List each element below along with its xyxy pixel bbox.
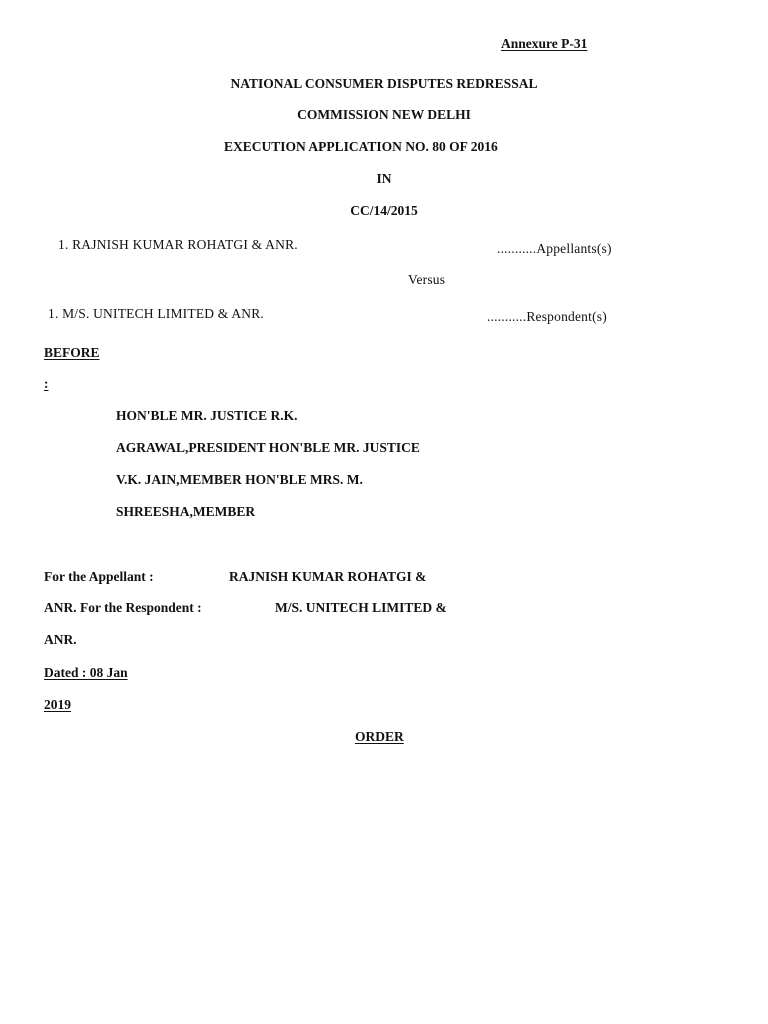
- dated-line-2: 2019: [44, 697, 71, 712]
- before-label: BEFORE: [44, 345, 100, 360]
- annexure-label: Annexure P-31: [501, 36, 588, 51]
- heading-line-1: NATIONAL CONSUMER DISPUTES REDRESSAL: [230, 76, 538, 91]
- heading-line-4: IN: [376, 171, 392, 186]
- versus-label: Versus: [408, 272, 446, 287]
- respondent-name: 1. M/S. UNITECH LIMITED & ANR.: [48, 306, 264, 321]
- counsel-respondent-value: M/S. UNITECH LIMITED &: [275, 600, 447, 615]
- counsel-appellant-value: RAJNISH KUMAR ROHATGI &: [229, 569, 427, 584]
- appellant-role: ...........Appellants(s): [497, 241, 612, 256]
- case-number: CC/14/2015: [350, 203, 418, 218]
- counsel-respondent-label: ANR. For the Respondent :: [44, 600, 202, 615]
- before-colon: :: [44, 376, 49, 391]
- heading-line-2: COMMISSION NEW DELHI: [297, 107, 471, 122]
- heading-line-3: EXECUTION APPLICATION NO. 80 OF 2016: [224, 139, 498, 154]
- bench-line-3: V.K. JAIN,MEMBER HON'BLE MRS. M.: [116, 472, 363, 487]
- bench-line-2: AGRAWAL,PRESIDENT HON'BLE MR. JUSTICE: [116, 440, 420, 455]
- bench-line-4: SHREESHA,MEMBER: [116, 504, 256, 519]
- respondent-role: ...........Respondent(s): [487, 309, 607, 324]
- counsel-line-3: ANR.: [44, 632, 77, 647]
- appellant-name: 1. RAJNISH KUMAR ROHATGI & ANR.: [58, 237, 298, 252]
- order-heading: ORDER: [355, 729, 404, 744]
- bench-line-1: HON'BLE MR. JUSTICE R.K.: [116, 408, 298, 423]
- counsel-appellant-label: For the Appellant :: [44, 569, 154, 584]
- dated-line-1: Dated : 08 Jan: [44, 665, 128, 680]
